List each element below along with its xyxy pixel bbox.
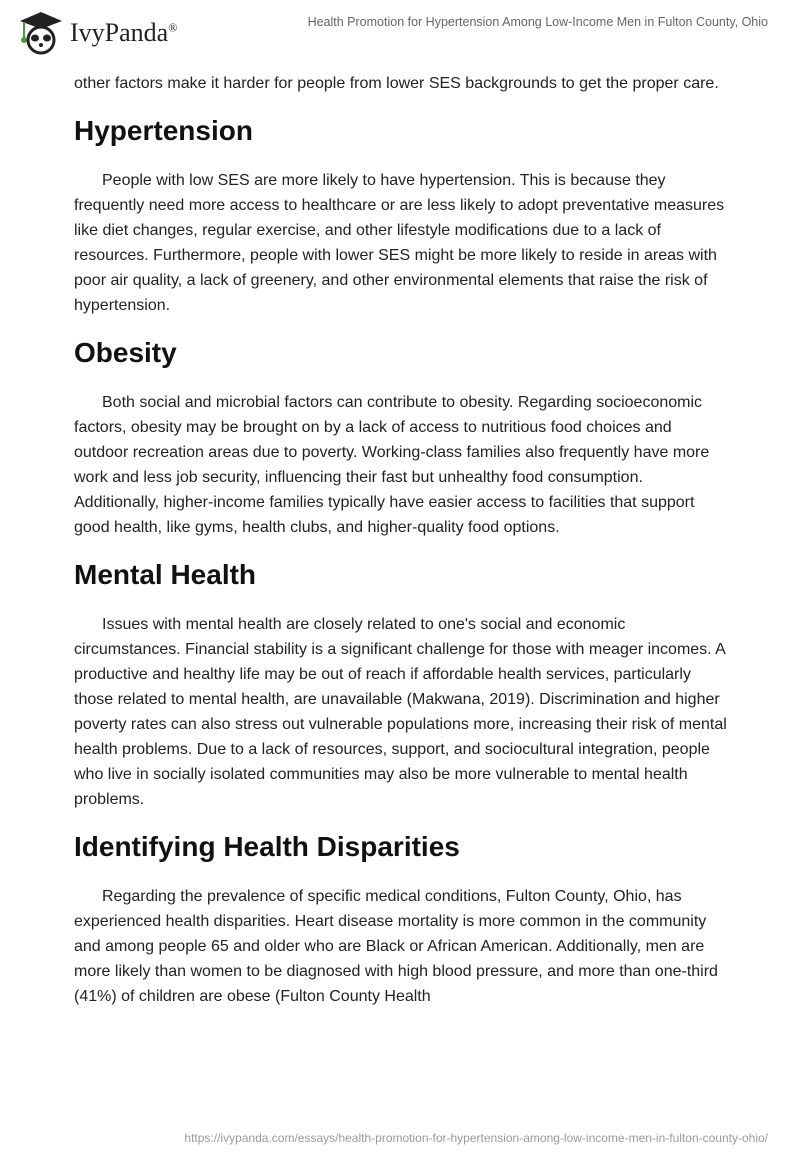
ivypanda-logo[interactable] (18, 10, 177, 56)
paragraph: Regarding the prevalence of specific medical conditions, Fulton County, Ohio, has experienced health disparities. Heart disease mortality is more common in the community and among people 65 and older who are Black or African American. Additionally, men are more likely than women to be diagnosed with high blood pressure, and more than one-third (41%) of children are obese (Fulton County Health (74, 888, 718, 1005)
panda-graduate-icon (18, 10, 64, 56)
section-heading: Obesity (74, 337, 177, 368)
page-header (0, 0, 800, 60)
essay-body (74, 71, 730, 1009)
section-heading: Identifying Health Disparities (74, 831, 460, 862)
source-url[interactable]: https://ivypanda.com/essays/health-promotion-for-hypertension-among-low-income-men-in-fulton-county-ohio/ (184, 1131, 768, 1145)
registered-mark: ® (168, 20, 178, 35)
paragraph: People with low SES are more likely to have hypertension. This is because they frequently need more access to healthcare or are less likely to adopt preventative measures like diet changes, regular exercise, and other lifestyle modifications due to a lack of resources. Furthermore, people with lower SES might be more likely to reside in areas with poor air quality, a lack of greenery, and other environmental elements that raise the risk of hypertension. (74, 172, 725, 314)
section-heading: Hypertension (74, 115, 253, 146)
paragraph: Issues with mental health are closely related to one's social and economic circumstances. Financial stability is a significant challenge for those with meager incomes. A productive and healthy life may be out of reach if affordable health services, particularly those related to mental health, are unavailable (Makwana, 2019). Discrimination and higher poverty rates can also stress out vulnerable populations more, increasing their risk of mental health problems. Due to a lack of resources, support, and sociocultural integration, people who live in socially isolated communities may also be more vulnerable to mental health problems. (74, 616, 727, 808)
paragraph: other factors make it harder for people from lower SES backgrounds to get the proper care. (74, 75, 719, 92)
paragraph: Both social and microbial factors can contribute to obesity. Regarding socioeconomic factors, obesity may be brought on by a lack of access to nutritious food choices and outdoor recreation areas due to poverty. Working-class families also frequently have more work and less job security, influencing their fast but unhealthy food consumption. Additionally, higher-income families typically have easier access to facilities that support good health, like gyms, health clubs, and higher-quality food options. (74, 394, 710, 536)
document-title: Health Promotion for Hypertension Among Low-Income Men in Fulton County, Ohio (307, 15, 768, 29)
section-heading: Mental Health (74, 559, 257, 590)
logo-text: IvyPanda (70, 18, 169, 47)
